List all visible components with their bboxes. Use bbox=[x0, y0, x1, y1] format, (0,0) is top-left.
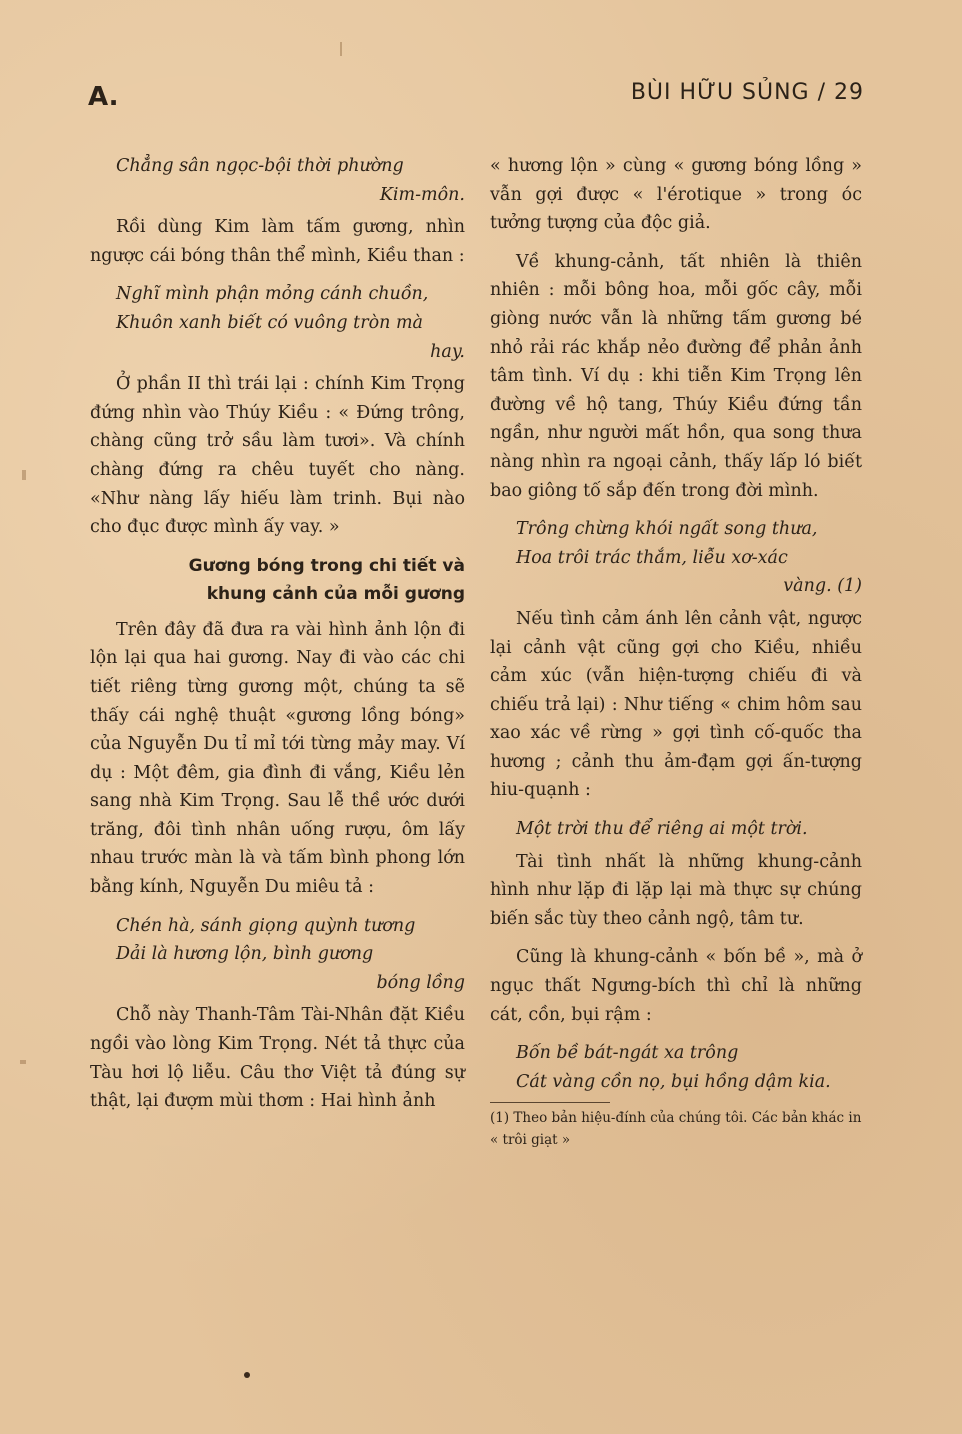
verse-line: Bốn bề bát-ngát xa trông bbox=[516, 1043, 739, 1064]
paragraph: Ở phần II thì trái lại : chính Kim Trọng đứng nhìn vào Thúy Kiều : « Đứng trông, chàng cũng trở sầu làm tươi». Và chính chàng đứng ra chêu tuyết cho nàng. «Như nàng lấy hiếu làm trinh. Bụi nào cho đục được mình ấy vay. » bbox=[90, 374, 465, 538]
verse-line: Cát vàng cồn nọ, bụi hồng dậm kia. bbox=[516, 1071, 831, 1092]
verse-line: Kim-môn. bbox=[379, 184, 465, 205]
verse-line: Chén hà, sánh giọng quỳnh tương bbox=[116, 915, 416, 936]
verse-line: vàng. (1) bbox=[783, 576, 862, 597]
paragraph: « hương lộn » cùng « gương bóng lồng » vẫn gợi được « l'érotique » trong óc tưởng tượng của độc giả. bbox=[490, 156, 862, 234]
paragraph: Trên đây đã đưa ra vài hình ảnh lộn đi lộn lại qua hai gương. Nay đi vào các chi tiết riêng từng gương một, chúng ta sẽ thấy cái nghệ thuật «gương lồng bóng» của Nguyễn Du tỉ mỉ tới từng mảy may. Ví dụ : Một đêm, gia đình đi vắng, Kiều lẻn sang nhà Kim Trọng. Sau lễ thề ước dưới trăng, đôi tình nhân uống rượu, ôm lấy nhau trước màn là và tấm bình phong lớn bằng kính, Nguyễn Du miêu tả : bbox=[90, 619, 465, 898]
verse-kim-mon bbox=[90, 152, 465, 209]
section-heading-line: Gương bóng trong chi tiết và bbox=[188, 555, 465, 576]
left-column bbox=[90, 152, 465, 1126]
right-column bbox=[490, 152, 862, 1151]
paragraph: Rồi dùng Kim làm tấm gương, nhìn ngược cái bóng thân thể mình, Kiều than : bbox=[90, 217, 465, 266]
paragraph: Cũng là khung-cảnh « bốn bề », mà ở ngục thất Ngưng-bích thì chỉ là những cát, cồn, bụi rậm : bbox=[490, 947, 862, 1025]
verse-line: hay. bbox=[430, 341, 465, 362]
page-corner-mark: A. bbox=[88, 82, 119, 112]
footnote-divider bbox=[490, 1102, 610, 1103]
verse-bon-be bbox=[490, 1039, 862, 1096]
paragraph: Chỗ này Thanh-Tâm Tài-Nhân đặt Kiều ngồi vào lòng Kim Trọng. Nét tả thực của Tàu hơi lộ liễu. Câu thơ Việt tả đúng sự thật, lại đượm mùi thơm : Hai hình ảnh bbox=[90, 1005, 465, 1112]
section-heading bbox=[90, 552, 465, 608]
footnote: (1) Theo bản hiệu-đính của chúng tôi. Các bản khác in « trôi giạt » bbox=[490, 1110, 862, 1149]
verse-line: Hoa trôi trác thắm, liễu xơ-xác bbox=[516, 547, 788, 568]
verse-line: Dải là hương lộn, bình gương bbox=[116, 944, 374, 965]
verse-line: bóng lồng bbox=[376, 972, 465, 993]
ink-dot bbox=[244, 1372, 250, 1378]
section-heading-line: khung cảnh của mỗi gương bbox=[206, 583, 465, 604]
paper-smudge bbox=[20, 1060, 26, 1064]
verse-line: Chẳng sân ngọc-bội thời phường bbox=[116, 156, 404, 176]
verse-canh-chuon bbox=[90, 280, 465, 366]
paragraph: Nếu tình cảm ánh lên cảnh vật, ngược lại cảnh vật cũng gợi cho Kiều, nhiều cảm xúc (vẫn hiện-tượng chiếu đi và chiếu trả lại) : Như tiếng « chim hôm sau xao xác về rừng » gợi tình cố-quốc tha hương ; cảnh thu ảm-đạm gợi ấn-tượng hiu-quạnh : bbox=[490, 608, 862, 801]
paper-smudge bbox=[22, 470, 26, 480]
verse-mot-troi bbox=[490, 815, 862, 844]
paragraph: Về khung-cảnh, tất nhiên là thiên nhiên : mỗi bông hoa, mỗi gốc cây, mỗi giòng nước vẫn là những tấm gương bé nhỏ rải rác khắp nẻo đường để phản ảnh tâm tình. Ví dụ : khi tiễn Kim Trọng lên đường về hộ tang, Thúy Kiều đứng tần ngần, như người mất hồn, qua song thưa nàng nhìn ra ngoại cảnh, thấy lấp ló biết bao giông tố sắp đến trong đời mình. bbox=[490, 251, 862, 501]
running-header: BÙI HỮU SỦNG / 29 bbox=[630, 80, 864, 105]
verse-khoi-ngat bbox=[490, 515, 862, 601]
verse-line: Trông chừng khói ngất song thưa, bbox=[516, 519, 818, 540]
paper-smudge bbox=[340, 42, 342, 56]
verse-line: Khuôn xanh biết có vuông tròn mà bbox=[116, 312, 423, 333]
verse-chen-ha bbox=[90, 912, 465, 998]
paragraph: Tài tình nhất là những khung-cảnh hình như lặp đi lặp lại mà thực sự chúng biến sắc tùy theo cảnh ngộ, tâm tư. bbox=[490, 851, 862, 929]
verse-line: Một trời thu để riêng ai một trời. bbox=[516, 819, 808, 840]
verse-line: Nghĩ mình phận mỏng cánh chuồn, bbox=[116, 284, 429, 305]
